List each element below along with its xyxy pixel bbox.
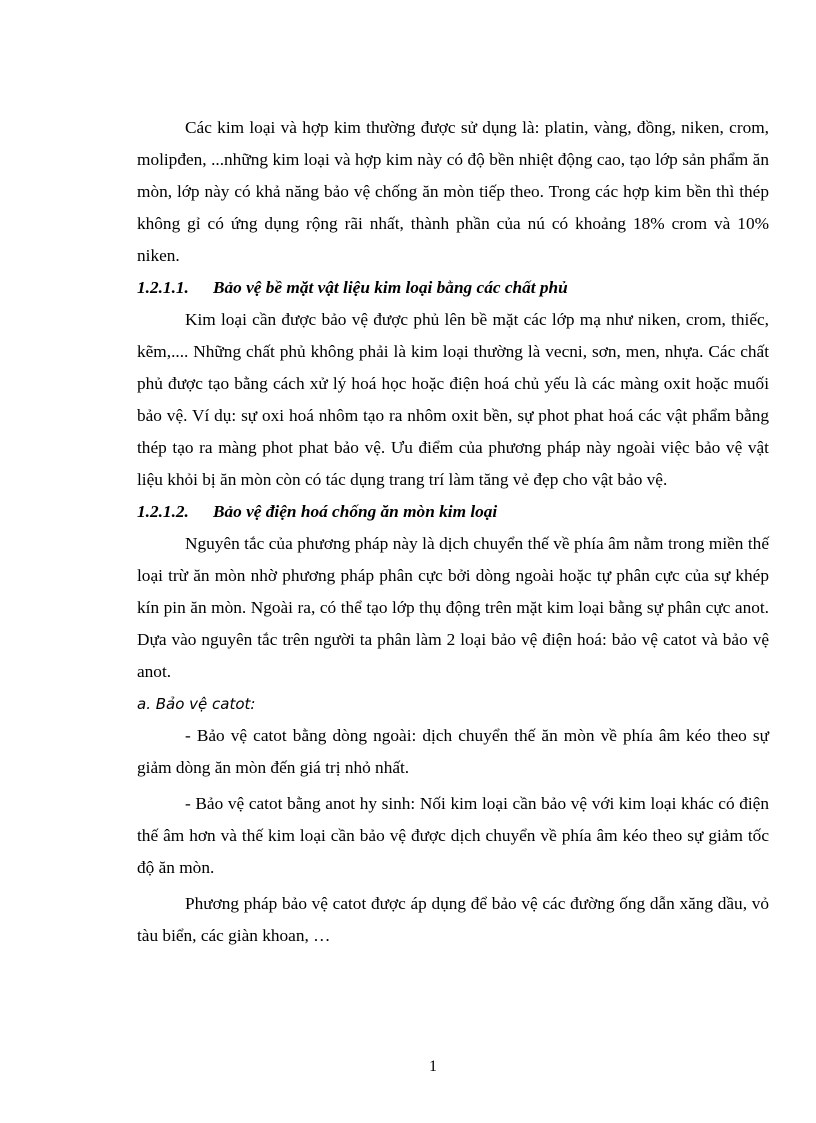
heading-number: 1.2.1.1.	[137, 278, 189, 297]
document-body	[137, 112, 769, 952]
heading-1-2-1-2	[137, 496, 769, 528]
heading-title: Bảo vệ bề mặt vật liệu kim loại bằng các chất phủ	[213, 278, 568, 297]
heading-title: Bảo vệ điện hoá chống ăn mòn kim loại	[213, 502, 498, 521]
paragraph-sacrificial-anode: - Bảo vệ catot bằng anot hy sinh: Nối kim loại cần bảo vệ với kim loại khác có điện thế âm hơn và thế kim loại cần bảo vệ được dịch chuyển về phía âm kéo theo sự giảm tốc độ ăn mòn.	[137, 794, 769, 877]
paragraph-alloys: Các kim loại và hợp kim thường được sử dụng là: platin, vàng, đồng, niken, crom, molipđen, ...những kim loại và hợp kim này có độ bền nhiệt động cao, tạo lớp sản phẩm ăn mòn, lớp này có khả năng bảo vệ chống ăn mòn tiếp theo. Trong các hợp kim bền thì thép không gỉ có ứng dụng rộng rãi nhất, thành phần của nú có khoảng 18% crom và 10% niken.	[137, 118, 769, 265]
paragraph-electrochemical-principle: Nguyên tắc của phương pháp này là dịch chuyển thế về phía âm nằm trong miền thế loại trừ ăn mòn nhờ phương pháp phân cực bởi dòng ngoài hoặc tự phân cực của sự khép kín pin ăn mòn. Ngoài ra, có thể tạo lớp thụ động trên mặt kim loại bằng sự phân cực anot. Dựa vào nguyên tắc trên người ta phân làm 2 loại bảo vệ điện hoá: bảo vệ catot và bảo vệ anot.	[137, 534, 769, 681]
heading-number: 1.2.1.2.	[137, 502, 189, 521]
heading-1-2-1-1	[137, 272, 769, 304]
paragraph-external-current: - Bảo vệ catot bằng dòng ngoài: dịch chuyển thế ăn mòn về phía âm kéo theo sự giảm dòng ăn mòn đến giá trị nhỏ nhất.	[137, 726, 769, 777]
paragraph-coatings: Kim loại cần được bảo vệ được phủ lên bề mặt các lớp mạ như niken, crom, thiếc, kẽm,.... Những chất phủ không phải là kim loại thường là vecni, sơn, men, nhựa. Các chất phủ được tạo bằng cách xử lý hoá học hoặc điện hoá chủ yếu là các màng oxit hoặc muối bảo vệ. Ví dụ: sự oxi hoá nhôm tạo ra nhôm oxit bền, sự phot phat hoá các vật phẩm bằng thép tạo ra màng phot phat bảo vệ. Ưu điểm của phương pháp này ngoài việc bảo vệ vật liệu khỏi bị ăn mòn còn có tác dụng trang trí làm tăng vẻ đẹp cho vật bảo vệ.	[137, 310, 769, 489]
page-number: 1	[429, 1058, 437, 1075]
paragraph-applications: Phương pháp bảo vệ catot được áp dụng để bảo vệ các đường ống dẫn xăng dầu, vỏ tàu biển, các giàn khoan, …	[137, 894, 769, 945]
subheading-cathodic-protection: a. Bảo vệ catot:	[137, 695, 256, 713]
